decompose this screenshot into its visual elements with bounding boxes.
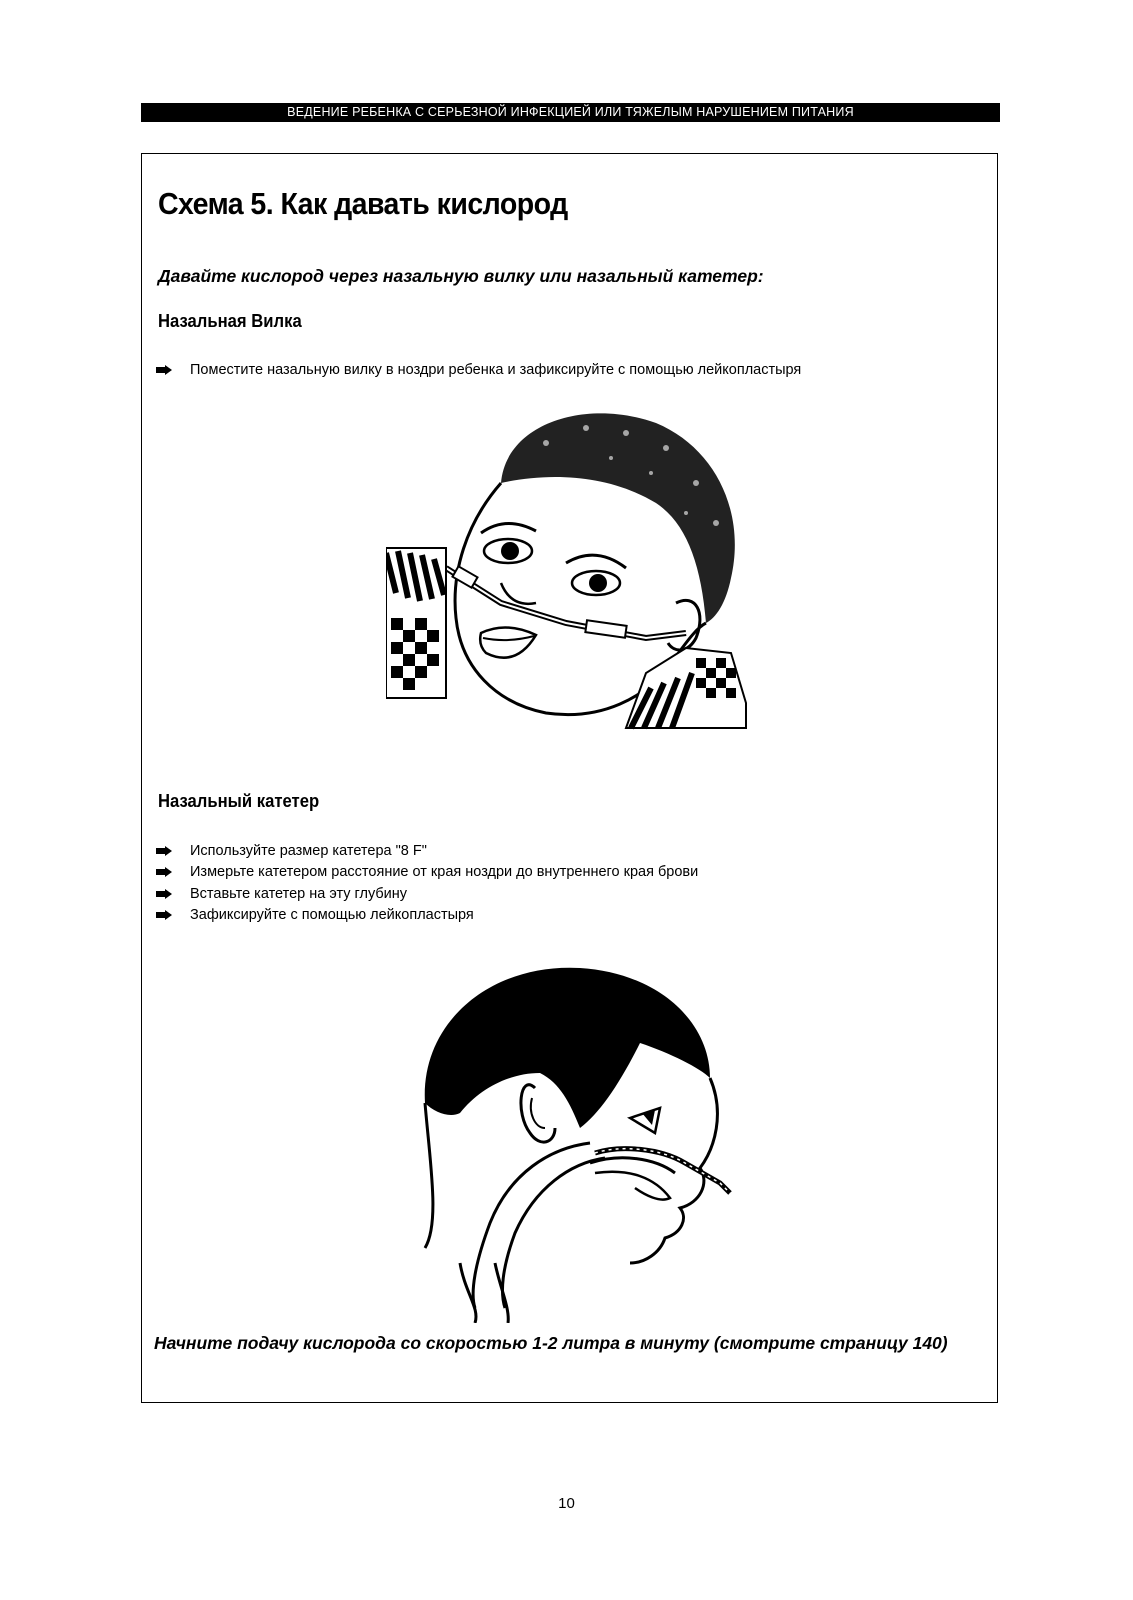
- list-item: [156, 883, 698, 905]
- list-item: [156, 359, 801, 381]
- nasal-catheter-bullet-list: [156, 840, 698, 926]
- bullet-text: Используйте размер катетера "8 F": [190, 842, 427, 859]
- child-with-nasal-prongs-icon: [386, 403, 760, 743]
- nasal-catheter-heading: Назальный катетер: [158, 790, 320, 811]
- footer-note: Начните подачу кислорода со скоростью 1-2 литра в минуту (смотрите страницу 140): [154, 1333, 948, 1353]
- list-item: [156, 905, 698, 927]
- arrow-bullet-icon: [156, 867, 172, 877]
- arrow-bullet-icon: [156, 365, 172, 375]
- bullet-text: Измерьте катетером расстояние от края ноздри до внутреннего края брови: [190, 864, 699, 881]
- arrow-bullet-icon: [156, 846, 172, 856]
- bullet-text: Поместите назальную вилку в ноздри ребенка и зафиксируйте с помощью лейкопластыря: [190, 361, 802, 378]
- running-header-text: ВЕДЕНИЕ РЕБЕНКА С СЕРЬЕЗНОЙ ИНФЕКЦИЕЙ ИЛИ ТЯЖЕЛЫМ НАРУШЕНИЕМ ПИТАНИЯ: [287, 105, 854, 119]
- scheme-intro: Давайте кислород через назальную вилку или назальный катетер:: [158, 266, 764, 286]
- arrow-bullet-icon: [156, 910, 172, 920]
- page-number: 10: [558, 1495, 575, 1512]
- scheme-title: Схема 5. Как давать кислород: [158, 186, 568, 221]
- list-item: [156, 840, 698, 862]
- bullet-text: Зафиксируйте с помощью лейкопластыря: [190, 907, 474, 924]
- nasal-prongs-heading: Назальная Вилка: [158, 310, 302, 331]
- arrow-bullet-icon: [156, 889, 172, 899]
- child-with-nasal-catheter-icon: [420, 963, 750, 1323]
- bullet-text: Вставьте катетер на эту глубину: [190, 885, 408, 902]
- list-item: [156, 862, 698, 884]
- running-header: [141, 103, 1000, 122]
- nasal-prongs-bullet-list: [156, 359, 801, 381]
